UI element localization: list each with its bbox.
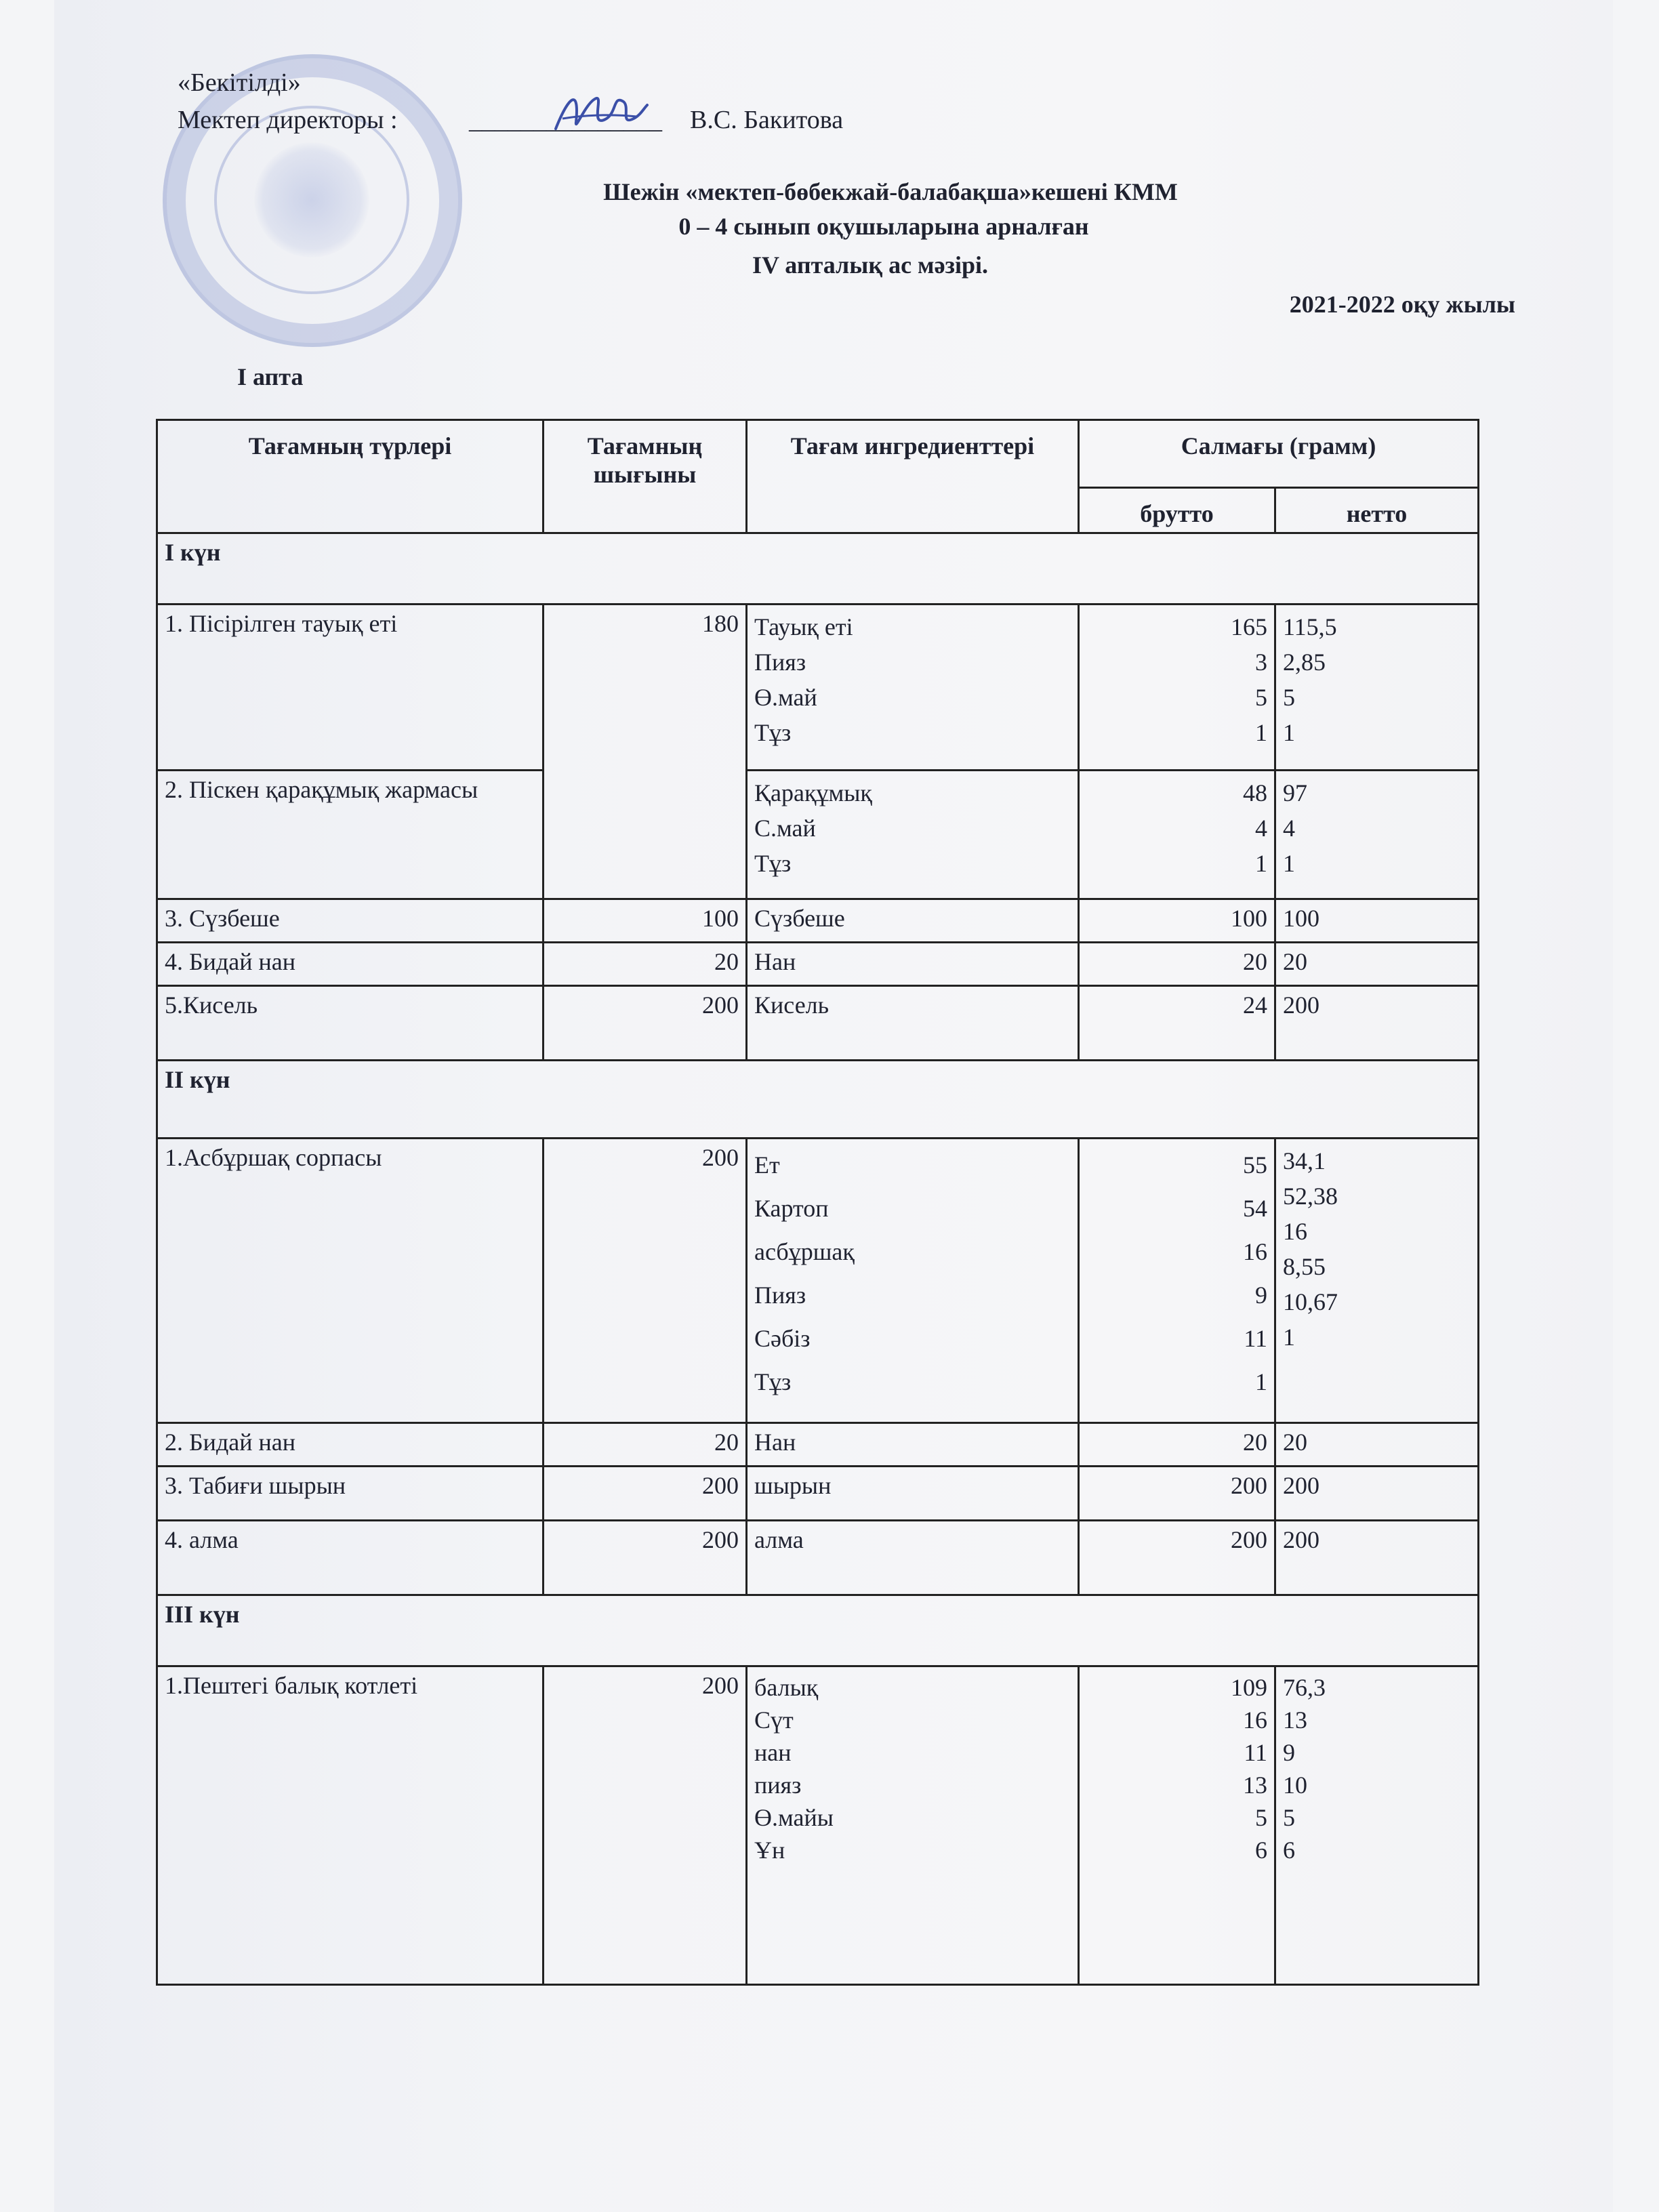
header-gross: брутто [1079, 488, 1275, 533]
gross-value: 109 [1231, 1674, 1267, 1701]
net-value: 200 [1275, 986, 1479, 1061]
ingredient-list [747, 1666, 1079, 1985]
gross-value: 16 [1243, 1706, 1267, 1734]
menu-table [156, 419, 1479, 1986]
ingredient: Нан [747, 1423, 1079, 1467]
net-value: 1 [1283, 850, 1295, 877]
ingredient: Ө.май [754, 684, 817, 711]
dish-yield: 20 [544, 1423, 747, 1467]
net-value: 6 [1283, 1837, 1295, 1864]
net-value: 2,85 [1283, 649, 1326, 676]
dish-yield: 100 [544, 899, 747, 943]
net-value: 5 [1283, 684, 1295, 711]
dish-name: 4. Бидай нан [157, 943, 544, 986]
academic-year: 2021-2022 оқу жылы [1289, 291, 1515, 318]
dish-name: 2. Піскен қарақұмық жармасы [157, 771, 544, 899]
gross-value: 20 [1079, 943, 1275, 986]
gross-value: 54 [1243, 1195, 1267, 1222]
net-value: 13 [1283, 1706, 1307, 1734]
ingredient: алма [747, 1521, 1079, 1595]
gross-list [1079, 1666, 1275, 1985]
ingredient: Нан [747, 943, 1079, 986]
net-value: 115,5 [1283, 613, 1337, 640]
signature-line: _______________ [469, 106, 662, 134]
director-signature [549, 81, 651, 142]
dish-yield: 200 [544, 1521, 747, 1595]
dish-name: 5.Кисель [157, 986, 544, 1061]
dish-yield: 200 [544, 1139, 747, 1423]
net-list [1275, 1666, 1479, 1985]
dish-yield: 200 [544, 986, 747, 1061]
gross-value: 200 [1079, 1521, 1275, 1595]
net-value: 200 [1275, 1467, 1479, 1521]
gross-value: 11 [1244, 1739, 1267, 1766]
net-value: 4 [1283, 815, 1295, 842]
gross-value: 11 [1244, 1325, 1267, 1352]
ingredient: Қарақұмық [754, 779, 872, 806]
net-value: 1 [1283, 719, 1295, 746]
ingredient: балық [754, 1674, 819, 1701]
net-value: 10,67 [1283, 1288, 1338, 1315]
ingredient: Пияз [754, 1282, 806, 1309]
gross-value: 48 [1243, 779, 1267, 806]
gross-value: 5 [1255, 684, 1267, 711]
gross-value: 1 [1255, 1368, 1267, 1395]
net-value: 5 [1283, 1804, 1295, 1831]
net-value: 76,3 [1283, 1674, 1326, 1701]
ingredient: С.май [754, 815, 816, 842]
net-value: 100 [1275, 899, 1479, 943]
ingredient: Сүзбеше [747, 899, 1079, 943]
ingredient-list [747, 605, 1079, 771]
gross-value: 3 [1255, 649, 1267, 676]
title-line-1: Шежін «мектеп-бөбекжай-балабақша»кешені КММ [603, 178, 1178, 205]
dish-name: 3. Сүзбеше [157, 899, 544, 943]
gross-value: 5 [1255, 1804, 1267, 1831]
day-label: ІІІ күн [157, 1595, 1479, 1666]
dish-yield: 180 [544, 605, 747, 899]
net-value: 20 [1275, 943, 1479, 986]
header-dish-types: Тағамның түрлері [157, 420, 544, 533]
ingredient-list [747, 1139, 1079, 1423]
day-label: І күн [157, 533, 1479, 605]
ingredient: Тұз [754, 850, 792, 877]
dish-yield: 20 [544, 943, 747, 986]
dish-yield: 200 [544, 1467, 747, 1521]
director-name: В.С. Бакитова [690, 106, 844, 134]
ingredient: Ұн [754, 1837, 785, 1864]
ingredient: Пияз [754, 649, 806, 676]
header-dish-yield: Тағамның шығыны [544, 420, 747, 533]
gross-value: 55 [1243, 1151, 1267, 1179]
gross-value: 200 [1079, 1467, 1275, 1521]
ingredient: Кисель [747, 986, 1079, 1061]
gross-value: 4 [1255, 815, 1267, 842]
ingredient: Сүт [754, 1706, 794, 1734]
dish-name: 1.Пештегі балық котлеті [157, 1666, 544, 1985]
ingredient: Тауық еті [754, 613, 853, 640]
gross-value: 13 [1243, 1771, 1267, 1799]
gross-list [1079, 605, 1275, 771]
gross-value: 6 [1255, 1837, 1267, 1864]
net-list [1275, 605, 1479, 771]
ingredient: Картоп [754, 1195, 829, 1222]
title-line-2: 0 – 4 сынып оқушыларына арналған [678, 213, 1089, 240]
dish-name: 1. Пісірілген тауық еті [157, 605, 544, 771]
net-list [1275, 1139, 1479, 1423]
net-value: 20 [1275, 1423, 1479, 1467]
net-value: 52,38 [1283, 1183, 1338, 1210]
gross-list [1079, 771, 1275, 899]
gross-value: 100 [1079, 899, 1275, 943]
net-value: 9 [1283, 1739, 1295, 1766]
ingredient-list [747, 771, 1079, 899]
dish-name: 3. Табиғи шырын [157, 1467, 544, 1521]
net-value: 34,1 [1283, 1147, 1326, 1174]
net-value: 200 [1275, 1521, 1479, 1595]
net-value: 10 [1283, 1771, 1307, 1799]
day-label: ІІ күн [157, 1061, 1479, 1139]
gross-list [1079, 1139, 1275, 1423]
title-line-3: IV апталық ас мәзірі. [752, 251, 989, 279]
director-label: Мектеп директоры : [178, 106, 398, 134]
week-label: І апта [237, 363, 304, 390]
header-ingredients: Тағам ингредиенттері [747, 420, 1079, 533]
ingredient: Тұз [754, 1368, 792, 1395]
header-net: нетто [1275, 488, 1479, 533]
gross-value: 9 [1255, 1282, 1267, 1309]
net-value: 97 [1283, 779, 1307, 806]
dish-yield: 200 [544, 1666, 747, 1985]
gross-value: 20 [1079, 1423, 1275, 1467]
header-weight: Салмағы (грамм) [1079, 420, 1479, 488]
approval-label: «Бекітілді» [178, 68, 301, 97]
ingredient: асбұршақ [754, 1238, 855, 1265]
net-value: 16 [1283, 1218, 1307, 1245]
ingredient: Ө.майы [754, 1804, 834, 1831]
net-list [1275, 771, 1479, 899]
dish-name: 2. Бидай нан [157, 1423, 544, 1467]
ingredient: Сәбіз [754, 1325, 811, 1352]
gross-value: 1 [1255, 850, 1267, 877]
ingredient: Ет [754, 1151, 780, 1179]
gross-value: 24 [1079, 986, 1275, 1061]
net-value: 8,55 [1283, 1253, 1326, 1280]
ingredient: шырын [747, 1467, 1079, 1521]
dish-name: 1.Асбұршақ сорпасы [157, 1139, 544, 1423]
net-value: 1 [1283, 1324, 1295, 1351]
dish-name: 4. алма [157, 1521, 544, 1595]
gross-value: 1 [1255, 719, 1267, 746]
ingredient: нан [754, 1739, 792, 1766]
ingredient: Тұз [754, 719, 792, 746]
ingredient: пияз [754, 1771, 802, 1799]
gross-value: 165 [1231, 613, 1267, 640]
gross-value: 16 [1243, 1238, 1267, 1265]
